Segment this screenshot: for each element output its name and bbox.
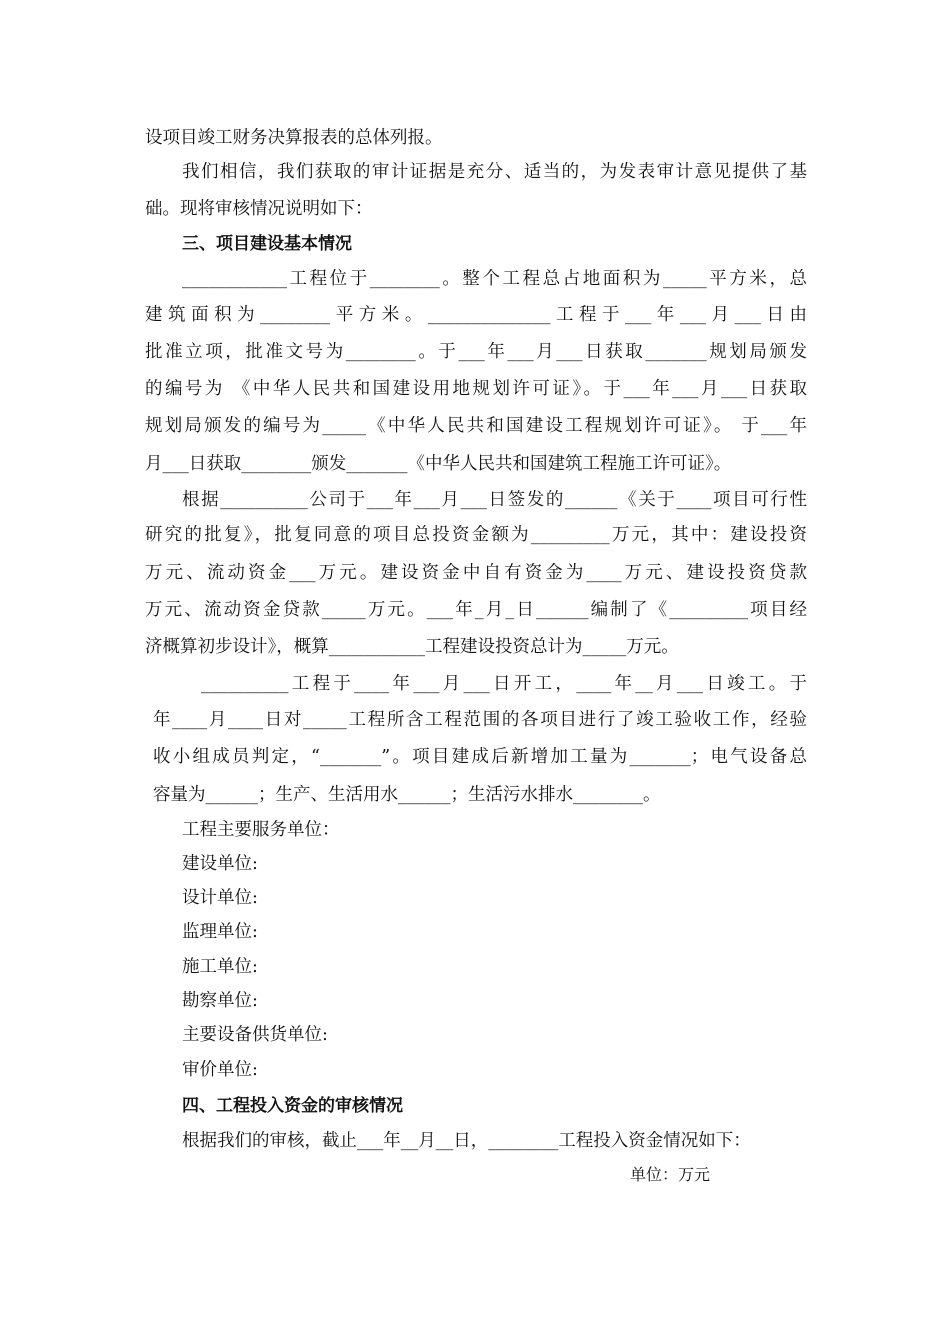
- unit-design: 设计单位:: [182, 888, 258, 908]
- unit-construction: 建设单位:: [182, 854, 258, 874]
- paragraph-line: 济概算初步设计》，概算___________工程建设投资总计为_____万元。: [145, 637, 679, 657]
- section-heading: 三、项目建设基本情况: [182, 234, 352, 254]
- services-heading: 工程主要服务单位：: [182, 820, 340, 840]
- paragraph-line: 我们相信，我们获取的审计证据是充分、适当的，为发表审计意见提供了基: [182, 162, 807, 182]
- unit-survey: 勘察单位:: [182, 991, 258, 1011]
- paragraph-line: 根据__________公司于___年___月___日签发的______《关于____项目可行性: [182, 490, 807, 510]
- paragraph-line: 年____月____日对_____工程所含工程范围的各项目进行了竣工验收工作，经验: [153, 710, 807, 730]
- paragraph-line: ____________工程位于________。整个工程总占地面积为_____平方米，总: [182, 269, 807, 289]
- paragraph-line: 容量为______；生产、生活用水______；生活污水排水________。: [153, 785, 661, 805]
- paragraph-line: 收小组成员判定，“_______”。项目建成后新增加工量为_______；电气设备总: [153, 747, 807, 767]
- unit-pricing: 审价单位:: [182, 1060, 258, 1080]
- paragraph-line: 的编号为 《中华人民共和国建设用地规划许可证》。于___年___月___日获取: [145, 379, 807, 399]
- paragraph-line: 根据我们的审核，截止___年__月__日，________工程投入资金情况如下：: [182, 1131, 751, 1151]
- paragraph-line: __________工程于____年___月___日开工，____年__月___日竣工。于: [201, 674, 807, 694]
- unit-builder: 施工单位:: [182, 957, 258, 977]
- paragraph-line: 设项目竣工财务决算报表的总体列报。: [145, 128, 443, 148]
- unit-equipment-supplier: 主要设备供货单位:: [182, 1025, 328, 1045]
- paragraph-line: 研究的批复》，批复同意的项目总投资金额为_________万元，其中：建设投资: [145, 525, 807, 545]
- unit-supervision: 监理单位:: [182, 922, 258, 942]
- unit-label: 单位：万元: [630, 1165, 711, 1184]
- paragraph-line: 础。现将审核情况说明如下：: [145, 199, 373, 219]
- section-heading: 四、工程投入资金的审核情况: [182, 1096, 403, 1116]
- paragraph-line: 规划局颁发的编号为_____《中华人民共和国建设工程规划许可证》。 于___年: [145, 416, 807, 436]
- paragraph-line: 月___日获取________颁发_______《中华人民共和国建筑工程施工许可证》。: [145, 454, 732, 474]
- paragraph-line: 批准立项，批准文号为________。于___年___月___日获取_______规划局颁发: [145, 342, 807, 362]
- paragraph-line: 万元、流动资金___万元。建设资金中自有资金为____万元、建设投资贷款: [145, 563, 807, 583]
- paragraph-line: 建筑面积为________平方米。______________工程于___年___月___日由: [145, 305, 807, 325]
- paragraph-line: 万元、流动资金贷款_____万元。___年_月_日______编制了《_________项目经: [145, 600, 807, 620]
